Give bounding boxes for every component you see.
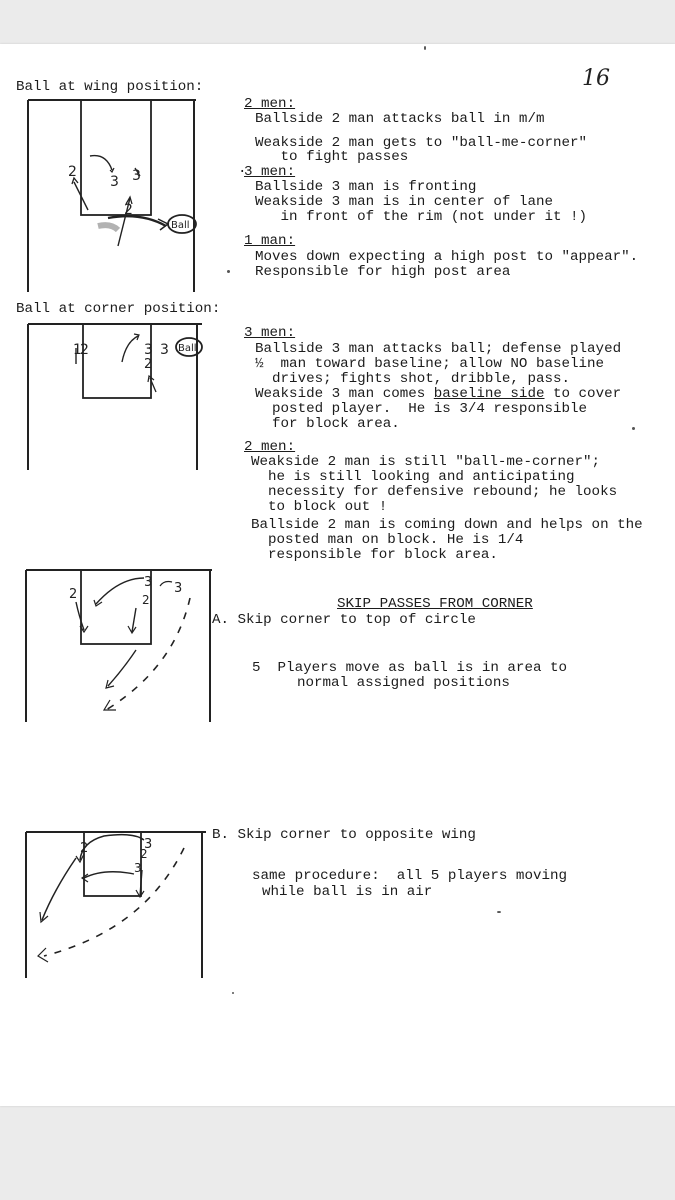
ink-speck — [497, 911, 501, 913]
wing-2men-line-1: Ballside 2 man attacks ball in m/m — [255, 111, 545, 127]
skip-b-label: B. Skip corner to opposite wing — [212, 827, 476, 843]
svg-text:3: 3 — [144, 837, 153, 852]
ink-speck — [232, 992, 234, 994]
page-number: 16 — [582, 66, 610, 91]
svg-text:2: 2 — [140, 847, 148, 861]
wing-1man-line-1: Moves down expecting a high post to "appear". — [255, 249, 639, 265]
corner-3men-line-5: posted player. He is 3/4 responsible — [255, 401, 588, 417]
corner-3men-line-1: Ballside 3 man attacks ball; defense played — [255, 341, 622, 357]
corner-2men-line-7: responsible for block area. — [251, 547, 498, 563]
svg-text:2: 2 — [144, 357, 153, 372]
document-page — [0, 44, 675, 1106]
baseline-side-underlined: baseline side — [433, 386, 545, 402]
svg-text:1: 1 — [73, 342, 82, 358]
svg-text:3: 3 — [160, 342, 169, 358]
half-fraction: ½ — [255, 356, 264, 372]
wing-3men-bullet: · — [238, 164, 247, 180]
wing-3men-line-2: Weakside 3 man is in center of lane — [255, 194, 553, 210]
corner-3men-label: 3 men: — [244, 325, 296, 341]
skip-title: SKIP PASSES FROM CORNER — [337, 596, 533, 612]
skip-b-note-line-2: while ball is in air — [262, 884, 433, 900]
wing-2men-label: 2 men: — [244, 96, 296, 112]
svg-text:3: 3 — [110, 174, 119, 190]
corner-3men-line-2: ½ man toward baseline; allow NO baseline — [255, 356, 605, 372]
wing-3men-line-3: in front of the rim (not under it !) — [255, 209, 588, 225]
corner-diagram — [26, 322, 236, 472]
skip-a-note-line-2: normal assigned positions — [297, 675, 510, 691]
corner-2men-label: 2 men: — [244, 439, 296, 455]
corner-3men-line-6: for block area. — [255, 416, 400, 432]
corner-3men-line-4: Weakside 3 man comes baseline side to cover — [255, 386, 622, 402]
wing-3men-line-1: Ballside 3 man is fronting — [255, 179, 477, 195]
svg-text:2: 2 — [124, 202, 133, 218]
skip-a-note-num: 5 — [252, 660, 261, 676]
ink-speck — [632, 427, 635, 430]
wing-diagram — [26, 98, 226, 294]
corner-2men-line-1: Weakside 2 man is still "ball-me-corner"; — [251, 454, 601, 470]
wing-2men-line-2: Weakside 2 man gets to "ball-me-corner" — [255, 135, 588, 151]
corner-ball-label: Ball — [178, 343, 197, 354]
svg-text:3: 3 — [144, 342, 153, 358]
wing-2men-line-3: to fight passes — [255, 149, 409, 165]
corner-2men-line-2: he is still looking and anticipating — [251, 469, 575, 485]
skip-b-note-line-1: same procedure: all 5 players moving — [252, 868, 568, 884]
ink-speck — [424, 46, 426, 50]
wing-ball-label: Ball — [171, 220, 190, 231]
corner-heading: Ball at corner position: — [16, 301, 221, 317]
svg-text:2: 2 — [80, 841, 89, 856]
wing-1man-label: 1 man: — [244, 233, 296, 249]
wing-1man-line-2: Responsible for high post area — [255, 264, 511, 280]
svg-text:3: 3 — [144, 575, 153, 590]
ink-speck — [227, 270, 230, 273]
corner-2men-line-6: posted man on block. He is 1/4 — [251, 532, 524, 548]
skip-a-label: A. Skip corner to top of circle — [212, 612, 476, 628]
skip-a-diagram — [24, 568, 214, 724]
svg-text:2: 2 — [69, 587, 78, 602]
svg-text:3: 3 — [174, 581, 183, 596]
svg-text:3: 3 — [132, 168, 141, 184]
skip-b-diagram — [24, 830, 214, 980]
skip-a-note-line-1: 5 Players move as ball is in area to — [252, 660, 568, 676]
wing-3men-label: 3 men: — [244, 164, 296, 180]
svg-text:2: 2 — [80, 342, 89, 358]
corner-3men-line-3: drives; fights shot, dribble, pass. — [255, 371, 571, 387]
corner-2men-line-3: necessity for defensive rebound; he looks — [251, 484, 618, 500]
corner-2men-line-4: to block out ! — [251, 499, 388, 515]
corner-2men-line-5: Ballside 2 man is coming down and helps on the — [251, 517, 643, 533]
skip-b-note-num: 5 — [430, 868, 440, 884]
wing-heading: Ball at wing position: — [16, 79, 204, 95]
svg-text:2: 2 — [68, 164, 77, 180]
svg-text:2: 2 — [142, 593, 150, 607]
svg-text:3: 3 — [134, 861, 142, 875]
